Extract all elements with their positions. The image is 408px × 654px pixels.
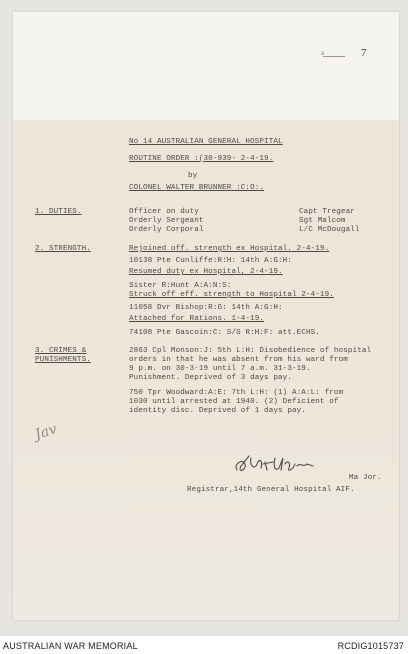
strength-line: 74108 Pte Gascoin:C: S/S R:H:F: att.ECHS. xyxy=(129,329,320,337)
crime-line: 9 p.m. on 30-3-19 until 7 a.m. 31-3-19. xyxy=(129,365,311,373)
colonel-line: COLONEL WALTER BRUNNER :C:O:. xyxy=(129,184,265,192)
fold-mark xyxy=(323,56,345,57)
document-page xyxy=(13,12,399,620)
crime-line: identity disc. Deprived of 1 days pay. xyxy=(129,407,306,415)
strength-line: Resumed duty ex Hospital, 2-4-19. xyxy=(129,268,283,276)
strength-line: Rejoined off. strength ex Hospital. 2-4-19. xyxy=(129,245,330,253)
duty-role: Orderly Corporal xyxy=(129,226,204,234)
duty-role: Officer on duty xyxy=(129,208,199,216)
by-line: by xyxy=(188,172,198,180)
strength-line: Attached for Rations. 1-4-19. xyxy=(129,315,265,323)
duty-name: Capt Tregear xyxy=(299,208,355,216)
unit-heading: No 14 AUSTRALIAN GENERAL HOSPITAL xyxy=(129,138,283,146)
duties-label: 1. DUTIES. xyxy=(35,208,82,216)
crime-line: 1030 until arrested at 1940. (2) Deficient of xyxy=(129,398,339,406)
duty-name: Sgt Malcom xyxy=(299,217,346,225)
order-heading: ROUTINE ORDER :(30-939- 2-4-19. xyxy=(129,155,274,163)
crime-line: 2863 Cpl Monson:J: 5th L:H: Disobedience of hospital xyxy=(129,347,372,355)
strength-label: 2. STRENGTH. xyxy=(35,245,91,253)
handwritten-initials: Jav xyxy=(33,420,60,444)
duty-name: L/C McDougall xyxy=(299,226,360,234)
strength-line: Struck off eff. strength to Hospital 2-4-19. xyxy=(129,291,334,299)
archive-label: AUSTRALIAN WAR MEMORIAL xyxy=(3,641,138,651)
page-top-flap xyxy=(13,12,399,120)
signatory-rank: Ma Jor. xyxy=(349,474,382,482)
strength-line: 10138 Pte Cunliffe:R:H: 14th A:G:H: xyxy=(129,257,292,265)
duty-role: Orderly Sergeant xyxy=(129,217,204,225)
page-mark: 3 xyxy=(321,51,325,57)
archive-id: RCDIG1015737 xyxy=(337,641,404,651)
crimes-label: 3. CRIMES & xyxy=(35,347,87,355)
crime-line: orders in that he was absent from his ward from xyxy=(129,356,348,364)
strength-line: 11058 Dvr Bishop:R:G: 14th A:G:H: xyxy=(129,304,283,312)
crimes-label: PUNISHMENTS. xyxy=(35,356,91,364)
strength-line: Sister R:Hunt A:A:N:S: xyxy=(129,282,232,290)
crime-line: Punishment. Deprived of 3 days pay. xyxy=(129,374,292,382)
signature-image xyxy=(229,450,319,480)
page-number: 7 xyxy=(361,47,367,59)
signatory-title: Registrar,14th General Hospital AIF. xyxy=(187,486,355,494)
crime-line: 750 Tpr Woodward:A:E: 7th L:H: (1) A:A:L: from xyxy=(129,389,344,397)
